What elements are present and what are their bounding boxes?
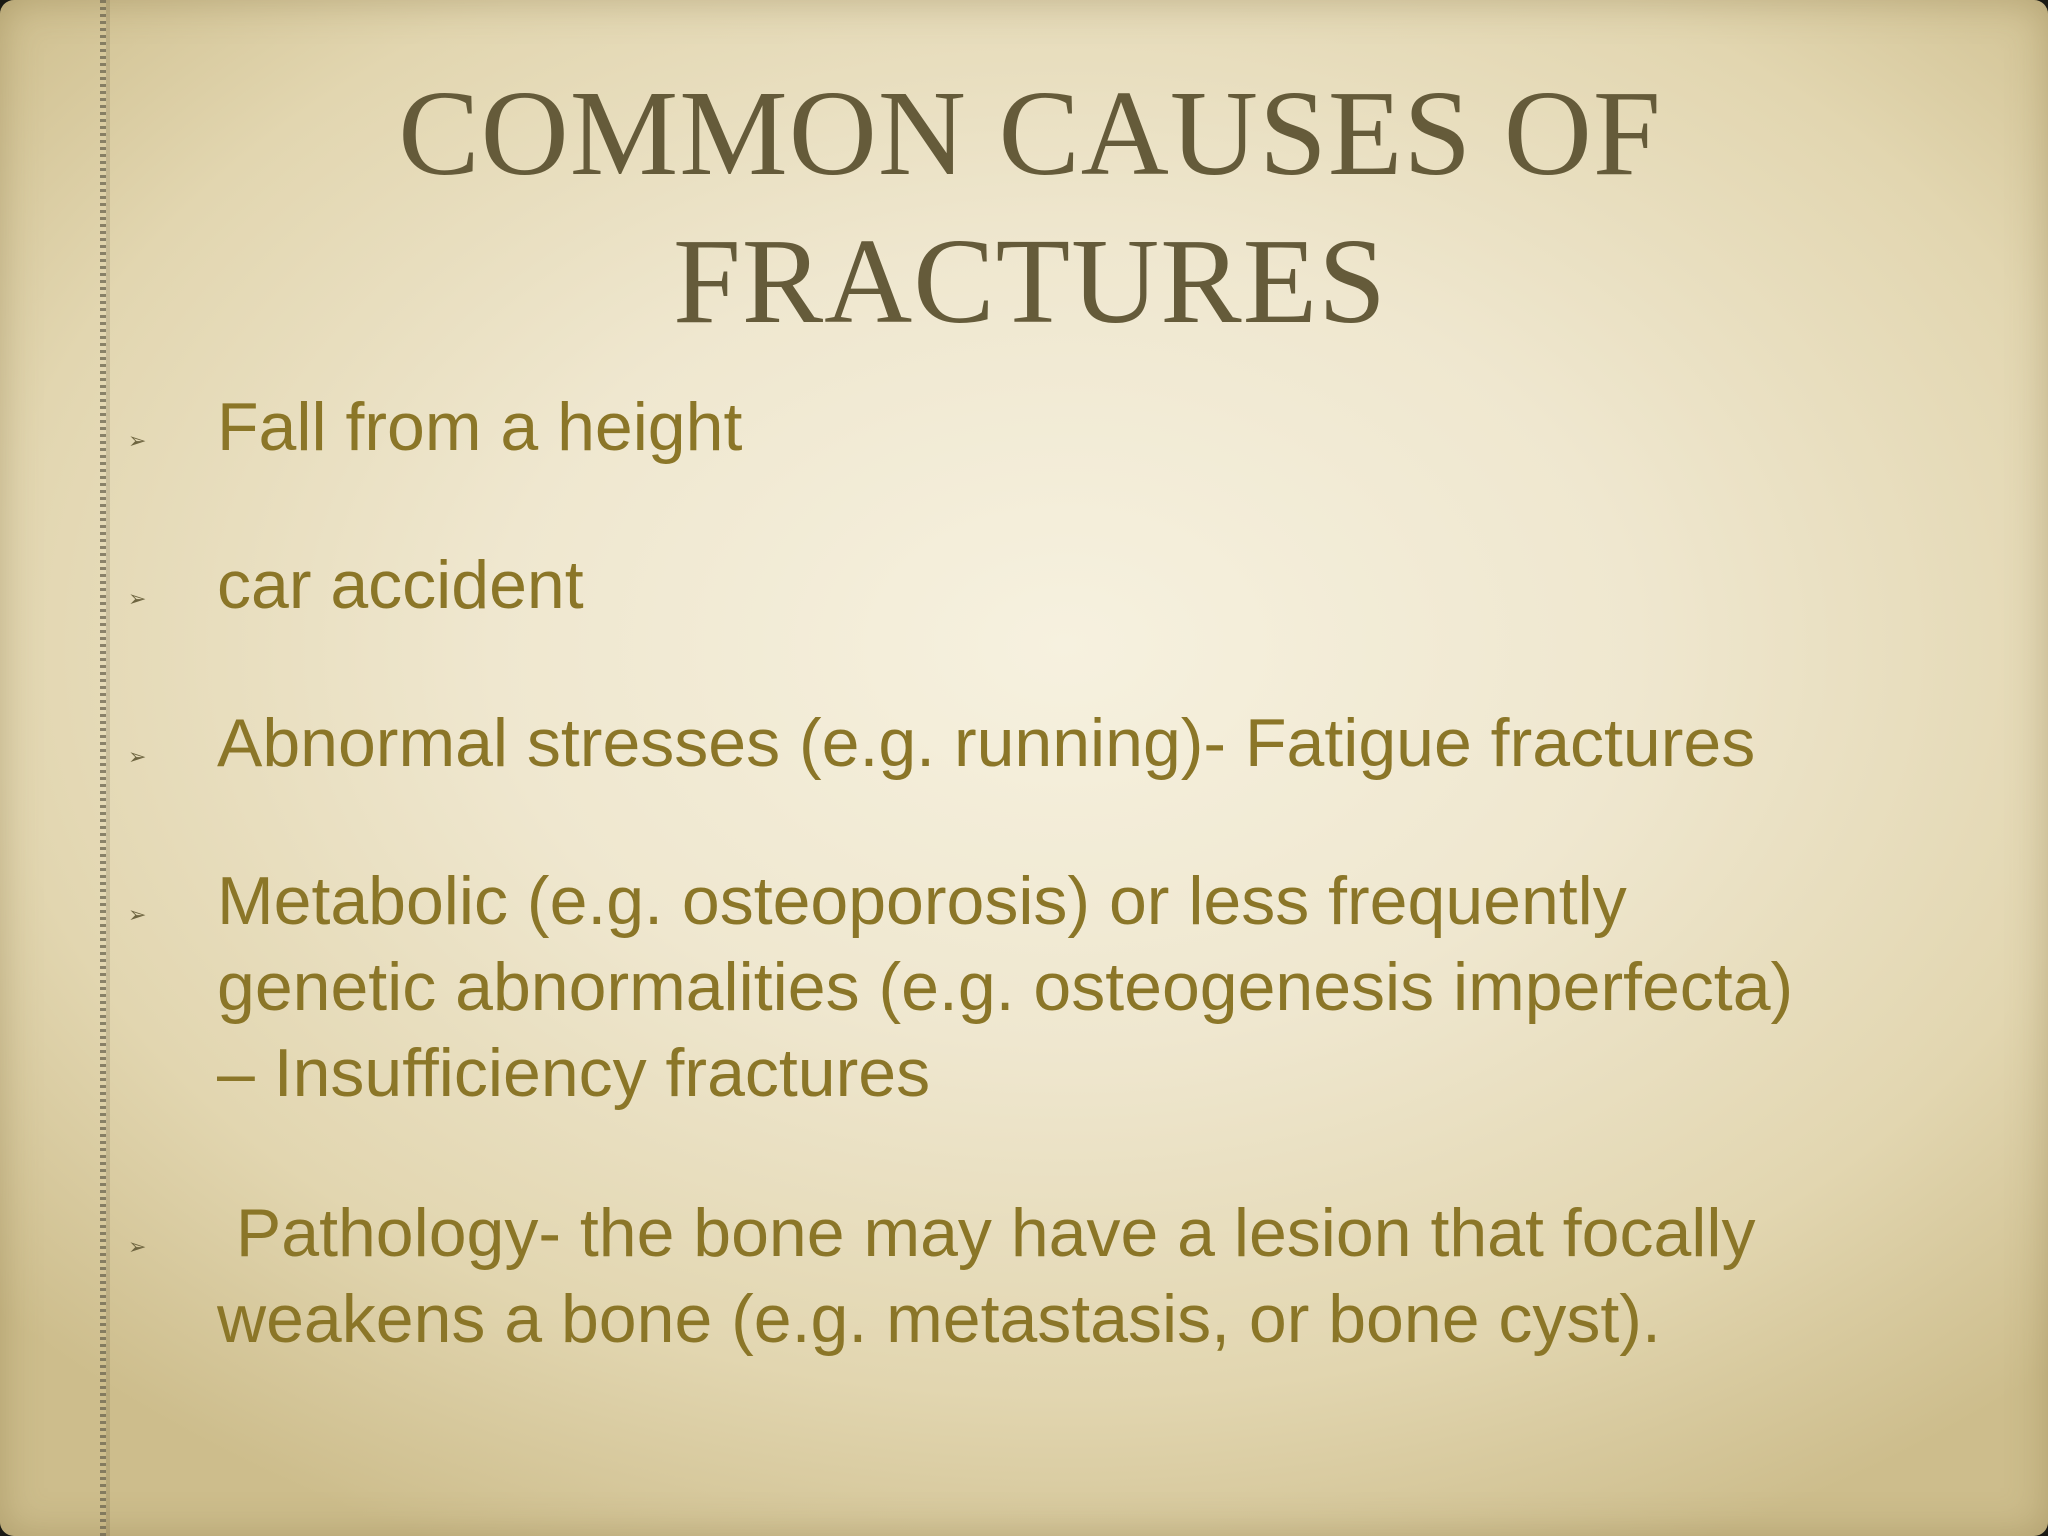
slide-title-line-1: COMMON CAUSES OF <box>398 66 1662 201</box>
bullet-text-line: Abnormal stresses (e.g. running)- Fatigue fractures <box>217 705 1756 781</box>
bullet-text-line: Fall from a height <box>217 389 743 465</box>
arrowhead-bullet-icon: ➢ <box>128 903 147 928</box>
bullet-text-line: weakens a bone (e.g. metastasis, or bone cyst). <box>217 1281 1661 1357</box>
arrowhead-bullet-icon: ➢ <box>128 587 147 612</box>
bullet-text-line: car accident <box>217 547 584 623</box>
bullet-text-line: – Insufficiency fractures <box>217 1035 931 1111</box>
slide-title-line-2: FRACTURES <box>672 214 1388 349</box>
bullet-text-line: Pathology- the bone may have a lesion that focally <box>217 1195 1756 1271</box>
arrowhead-bullet-icon: ➢ <box>128 745 147 770</box>
arrowhead-bullet-icon: ➢ <box>128 1235 147 1260</box>
bullet-text-line: genetic abnormalities (e.g. osteogenesis imperfecta) <box>217 949 1794 1025</box>
arrowhead-bullet-icon: ➢ <box>128 429 147 454</box>
bullet-text-line: Metabolic (e.g. osteoporosis) or less frequently <box>217 863 1627 939</box>
